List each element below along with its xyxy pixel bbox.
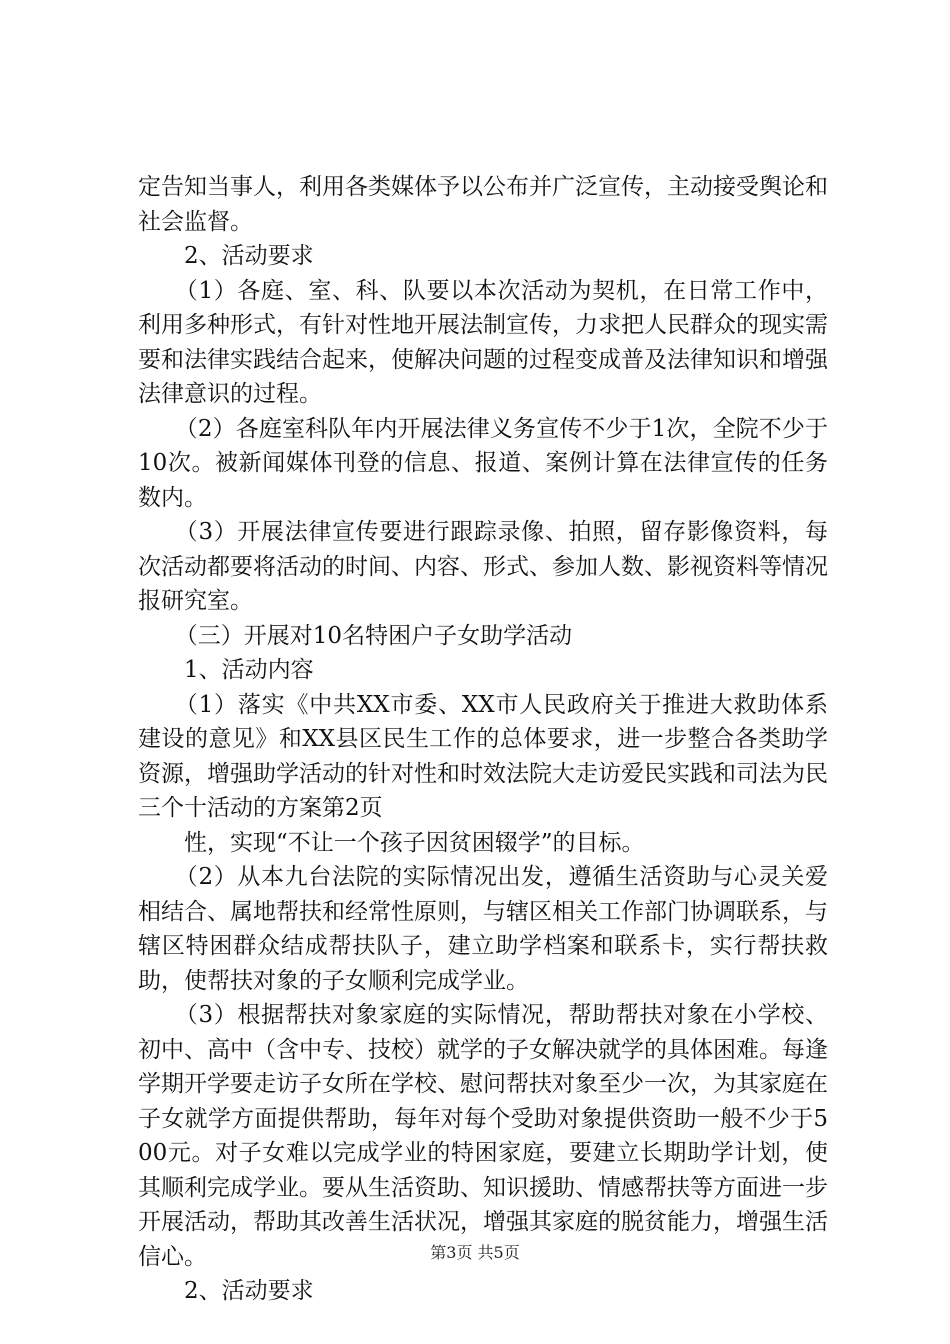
section-heading-requirements-2: 2、活动要求: [184, 1278, 314, 1304]
paragraph-item-1: （1）各庭、室、科、队要以本次活动为契机，在日常工作中，利用多种形式，有针对性地开展法制宣传，力求把人民群众的现实需要和法律实践结合起来，使解决问题的过程变成普及法律知识和增强法律意识的过程。: [138, 277, 828, 407]
page-number-footer: 第3页 共5页: [430, 1243, 520, 1262]
paragraph-content-item-3: （3）根据帮扶对象家庭的实际情况，帮助帮扶对象在小学校、初中、高中（含中专、技校）就学的子女解决就学的具体困难。每逢学期开学要走访子女所在学校、慰问帮扶对象至少一次，为其家庭在子女就学方面提供帮助，每年对每个受助对象提供资助一般不少于500元。对子女难以完成学业的特困家庭，要建立长期助学计划，使其顺利完成学业。要从生活资助、知识援助、情感帮扶等方面进一步开展活动，帮助其改善生活状况，增强其家庭的脱贫能力，增强生活信心。: [138, 1002, 828, 1270]
paragraph-item-3: （3）开展法律宣传要进行跟踪录像、拍照，留存影像资料，每次活动都要将活动的时间、内容、形式、参加人数、影视资料等情况报研究室。: [138, 519, 828, 614]
paragraph-continuation: 性，实现“不让一个孩子因贫困辍学”的目标。: [184, 829, 645, 856]
section-heading-content: 1、活动内容: [184, 657, 314, 683]
paragraph-content-item-1: （1）落实《中共XX市委、XX市人民政府关于推进大救助体系建设的意见》和XX县区民生工作的总体要求，进一步整合各类助学资源，增强助学活动的针对性和时效法院大走访爱民实践和司法为民三个十活动的方案第2页: [138, 691, 828, 821]
section-heading-three: （三）开展对10名特困户子女助学活动: [174, 622, 573, 649]
paragraph-content-item-2: （2）从本九台法院的实际情况出发，遵循生活资助与心灵关爱相结合、属地帮扶和经常性原则，与辖区相关工作部门协调联系，与辖区特困群众结成帮扶队子，建立助学档案和联系卡，实行帮扶救助，使帮扶对象的子女顺利完成学业。: [138, 864, 828, 994]
document-body: [138, 170, 828, 1309]
paragraph-item-2: （2）各庭室科队年内开展法律义务宣传不少于1次，全院不少于10次。被新闻媒体刊登的信息、报道、案例计算在法律宣传的任务数内。: [138, 415, 828, 511]
paragraph-1: 定告知当事人，利用各类媒体予以公布并广泛宣传，主动接受舆论和社会监督。: [138, 174, 828, 235]
section-heading-requirements: 2、活动要求: [184, 243, 314, 269]
